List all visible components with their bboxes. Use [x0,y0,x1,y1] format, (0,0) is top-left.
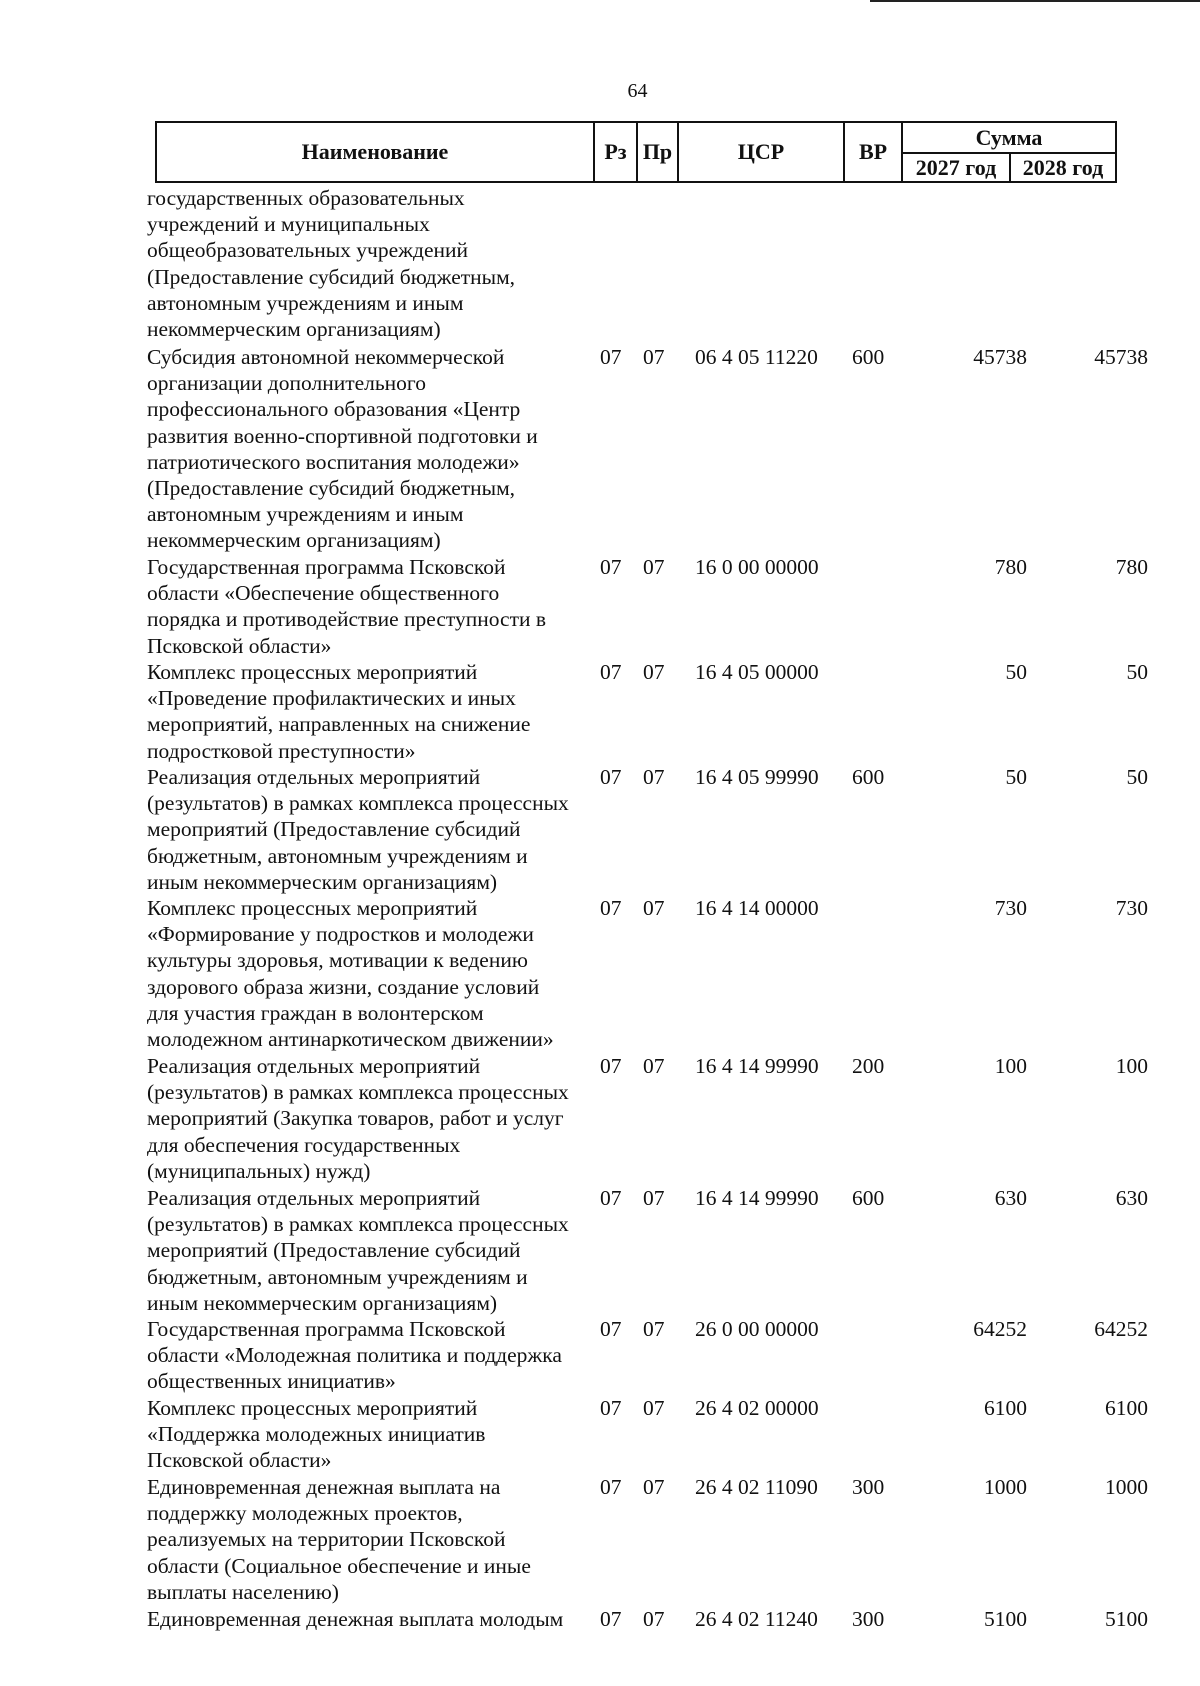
row-pr: 07 [643,660,665,684]
row-name: Комплекс процессных мероприятий «Формирование у подростков и молодежи культуры здоровья, мотивации к ведению здорового образа жизни, создание условий для участия граждан в волонтерском молодежном антинаркотическом движении» [147,896,554,1052]
row-sum-2027: 64252 [973,1317,1027,1341]
row-sum-2027: 45738 [973,345,1027,369]
header-sum: Сумма [901,121,1117,154]
row-name: Единовременная денежная выплата на поддержку молодежных проектов, реализуемых на территории Псковской области (Социальное обеспечение и иные выплаты населению) [147,1475,531,1604]
row-sum-2027: 780 [994,555,1027,579]
row-vr: 600 [852,765,885,789]
row-rz: 07 [600,1607,622,1631]
row-pr: 07 [643,345,665,369]
row-vr: 300 [852,1475,885,1499]
row-pr: 07 [643,1317,665,1341]
row-name: Реализация отдельных мероприятий (результатов) в рамках комплекса процессных мероприятий (Предоставление субсидий бюджетным, автономным учреждениям и иным некоммерческим организациям) [147,1186,569,1315]
row-pr: 07 [643,1396,665,1420]
row-name: государственных образовательных учреждений и муниципальных общеобразовательных учреждений (Предоставление субсидий бюджетным, автономным учреждениям и иным некоммерческим организациям) [147,186,516,342]
row-csr: 16 4 05 00000 [695,660,819,684]
header-vr: ВР [843,121,903,183]
row-csr: 16 4 14 00000 [695,896,819,920]
row-sum-2028: 50 [1126,660,1148,684]
row-csr: 26 4 02 11090 [695,1475,818,1499]
row-pr: 07 [643,765,665,789]
row-pr: 07 [643,1607,665,1631]
row-vr: 200 [852,1054,885,1078]
row-pr: 07 [643,1186,665,1210]
row-rz: 07 [600,345,622,369]
row-csr: 26 0 00 00000 [695,1317,819,1341]
row-name: Реализация отдельных мероприятий (результатов) в рамках комплекса процессных мероприятий (Закупка товаров, работ и услуг для обеспечения государственных (муниципальных) нужд) [147,1054,569,1183]
row-sum-2027: 5100 [984,1607,1027,1631]
row-pr: 07 [643,896,665,920]
row-name: Государственная программа Псковской области «Молодежная политика и поддержка общественных инициатив» [147,1317,562,1394]
row-csr: 16 4 05 99990 [695,765,819,789]
row-sum-2028: 50 [1126,765,1148,789]
row-sum-2028: 1000 [1105,1475,1148,1499]
row-name: Субсидия автономной некоммерческой организации дополнительного профессионального образования «Центр развития военно-спортивной подготовки и патриотического воспитания молодежи» (Предоставление субсидий бюджетным, автономным учреждениям и иным некоммерческим организациям) [147,345,538,553]
row-name: Комплекс процессных мероприятий «Проведение профилактических и иных мероприятий, направленных на снижение подростковой преступности» [147,660,531,763]
row-csr: 16 4 14 99990 [695,1054,819,1078]
row-sum-2027: 50 [1005,765,1027,789]
row-sum-2028: 100 [1115,1054,1148,1078]
row-rz: 07 [600,1186,622,1210]
header-name: Наименование [155,121,595,183]
row-sum-2028: 45738 [1094,345,1148,369]
row-rz: 07 [600,1475,622,1499]
row-rz: 07 [600,896,622,920]
top-edge-rule [870,0,1200,2]
row-sum-2027: 6100 [984,1396,1027,1420]
row-vr: 300 [852,1607,885,1631]
row-sum-2027: 1000 [984,1475,1027,1499]
row-sum-2027: 730 [994,896,1027,920]
row-sum-2028: 730 [1115,896,1148,920]
header-year-2027: 2027 год [901,152,1011,183]
row-rz: 07 [600,765,622,789]
row-name: Государственная программа Псковской области «Обеспечение общественного порядка и противодействие преступности в Псковской области» [147,555,547,658]
row-csr: 26 4 02 00000 [695,1396,819,1420]
row-csr: 16 0 00 00000 [695,555,819,579]
row-sum-2028: 780 [1115,555,1148,579]
row-csr: 16 4 14 99990 [695,1186,819,1210]
table-header [155,121,1117,183]
row-rz: 07 [600,1317,622,1341]
row-name: Единовременная денежная выплата молодым [147,1607,564,1631]
row-csr: 06 4 05 11220 [695,345,818,369]
row-rz: 07 [600,660,622,684]
row-sum-2027: 630 [994,1186,1027,1210]
row-sum-2027: 100 [994,1054,1027,1078]
row-pr: 07 [643,1475,665,1499]
row-rz: 07 [600,1054,622,1078]
row-pr: 07 [643,555,665,579]
row-pr: 07 [643,1054,665,1078]
header-rz: Рз [593,121,638,183]
header-year-2028: 2028 год [1009,152,1117,183]
page-number: 64 [627,80,648,102]
row-vr: 600 [852,1186,885,1210]
row-sum-2028: 5100 [1105,1607,1148,1631]
row-csr: 26 4 02 11240 [695,1607,818,1631]
row-name: Реализация отдельных мероприятий (результатов) в рамках комплекса процессных мероприятий (Предоставление субсидий бюджетным, автономным учреждениям и иным некоммерческим организациям) [147,765,569,894]
row-sum-2027: 50 [1005,660,1027,684]
row-vr: 600 [852,345,885,369]
row-sum-2028: 64252 [1094,1317,1148,1341]
row-sum-2028: 630 [1115,1186,1148,1210]
row-rz: 07 [600,1396,622,1420]
row-sum-2028: 6100 [1105,1396,1148,1420]
header-csr: ЦСР [677,121,845,183]
row-name: Комплекс процессных мероприятий «Поддержка молодежных инициатив Псковской области» [147,1396,486,1473]
header-pr: Пр [636,121,679,183]
row-rz: 07 [600,555,622,579]
